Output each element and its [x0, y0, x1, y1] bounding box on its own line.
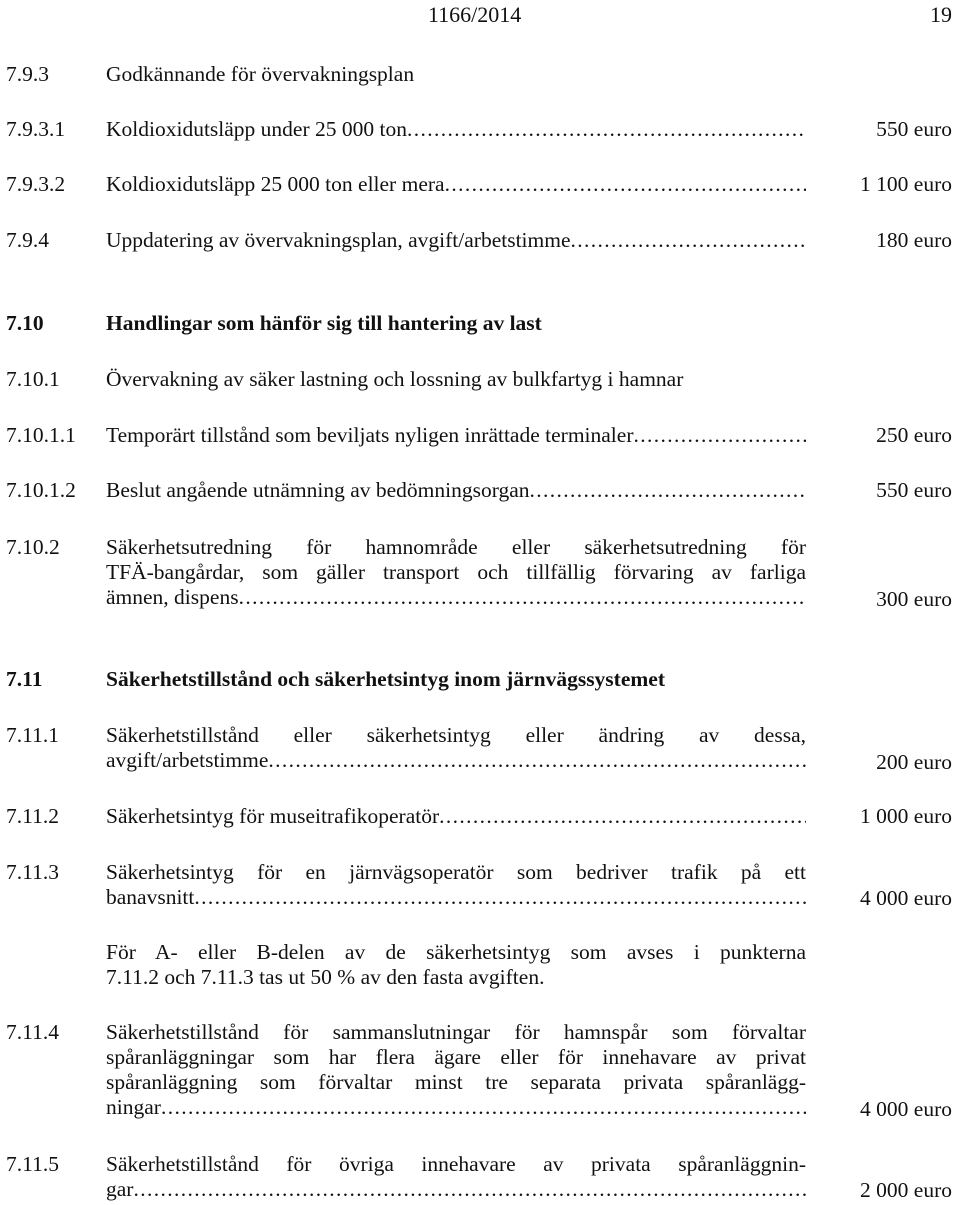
item-number: 7.9.3.2 [6, 172, 66, 196]
section-number: 7.10.1 [6, 367, 60, 391]
item-number: 7.11.2 [6, 804, 59, 828]
section-number: 7.9.3 [6, 62, 49, 86]
page-number: 19 [930, 2, 952, 27]
fee-amount: 550 euro [876, 478, 952, 502]
item-description-line: avgift/arbetstimme . . . [106, 748, 806, 773]
item-number: 7.9.3.1 [6, 117, 66, 141]
item-description-line: banavsnitt . . . [106, 885, 806, 910]
item-number: 7.10.1.2 [6, 478, 76, 502]
fee-amount: 4 000 euro [860, 1097, 952, 1121]
fee-amount: 200 euro [876, 750, 952, 774]
item-number: 7.11.4 [6, 1020, 59, 1044]
item-description-line: ningar . . . [106, 1095, 806, 1120]
document-reference: 1166/2014 [428, 2, 522, 27]
item-description-line: Säkerhetstillstånd för övriga innehavare av privata spåranläggnin- [106, 1152, 806, 1176]
item-description: Säkerhetsintyg för museitrafikoperatör . . . [106, 804, 806, 829]
section-heading: Godkännande för övervakningsplan [106, 62, 415, 86]
item-number: 7.11.3 [6, 860, 59, 884]
section-heading: Säkerhetstillstånd och säkerhetsintyg inom järnvägssystemet [106, 667, 665, 691]
item-description: Uppdatering av övervakningsplan, avgift/arbetstimme . . . [106, 228, 806, 253]
dot-leader [161, 1095, 806, 1120]
item-number: 7.9.4 [6, 228, 49, 252]
section-heading: Handlingar som hänför sig till hantering av last [106, 311, 542, 335]
fee-amount: 1 000 euro [860, 804, 952, 828]
note-line: För A- eller B-delen av de säkerhetsintyg som avses i punkterna [106, 940, 806, 964]
item-description-line: spåranläggningar som har flera ägare eller för innehavare av privat [106, 1045, 806, 1069]
fee-amount: 550 euro [876, 117, 952, 141]
item-description-line: Säkerhetsintyg för en järnvägsoperatör som bedriver trafik på ett [106, 860, 806, 884]
item-description-line: gar . . . [106, 1177, 806, 1202]
item-description: Koldioxidutsläpp 25 000 ton eller mera . . . [106, 172, 806, 197]
fee-amount: 1 100 euro [860, 172, 952, 196]
section-heading: Övervakning av säker lastning och lossning av bulkfartyg i hamnar [106, 367, 684, 391]
item-description: Temporärt tillstånd som beviljats nyligen inrättade terminaler . . . [106, 423, 806, 448]
item-description-line: ämnen, dispens . . . [106, 585, 806, 610]
dot-leader [530, 478, 806, 503]
item-description: Beslut angående utnämning av bedömningsorgan . . . [106, 478, 806, 503]
item-number: 7.11.1 [6, 723, 59, 747]
item-description-line: spåranläggning som förvaltar minst tre separata privata spåranlägg- [106, 1070, 806, 1094]
item-number: 7.10.2 [6, 535, 60, 559]
item-description-line: Säkerhetsutredning för hamnområde eller säkerhetsutredning för [106, 535, 806, 559]
dot-leader [571, 228, 806, 253]
dot-leader [239, 585, 806, 610]
dot-leader [445, 172, 806, 197]
dot-leader [268, 748, 806, 773]
item-number: 7.10.1.1 [6, 423, 76, 447]
fee-amount: 300 euro [876, 587, 952, 611]
dot-leader [194, 885, 806, 910]
section-number: 7.11 [6, 667, 43, 691]
fee-amount: 2 000 euro [860, 1178, 952, 1202]
dot-leader [439, 804, 806, 829]
note-line: 7.11.2 och 7.11.3 tas ut 50 % av den fasta avgiften. [106, 965, 545, 989]
dot-leader [407, 117, 806, 142]
fee-amount: 180 euro [876, 228, 952, 252]
item-description-line: Säkerhetstillstånd eller säkerhetsintyg eller ändring av dessa, [106, 723, 806, 747]
fee-amount: 4 000 euro [860, 886, 952, 910]
item-description: Koldioxidutsläpp under 25 000 ton . . . [106, 117, 806, 142]
section-number: 7.10 [6, 311, 44, 335]
fee-amount: 250 euro [876, 423, 952, 447]
dot-leader [634, 423, 807, 448]
item-number: 7.11.5 [6, 1152, 59, 1176]
item-description-line: TFÄ-bangårdar, som gäller transport och tillfällig förvaring av farliga [106, 560, 806, 584]
item-description-line: Säkerhetstillstånd för sammanslutningar för hamnspår som förvaltar [106, 1020, 806, 1044]
dot-leader [133, 1177, 806, 1202]
